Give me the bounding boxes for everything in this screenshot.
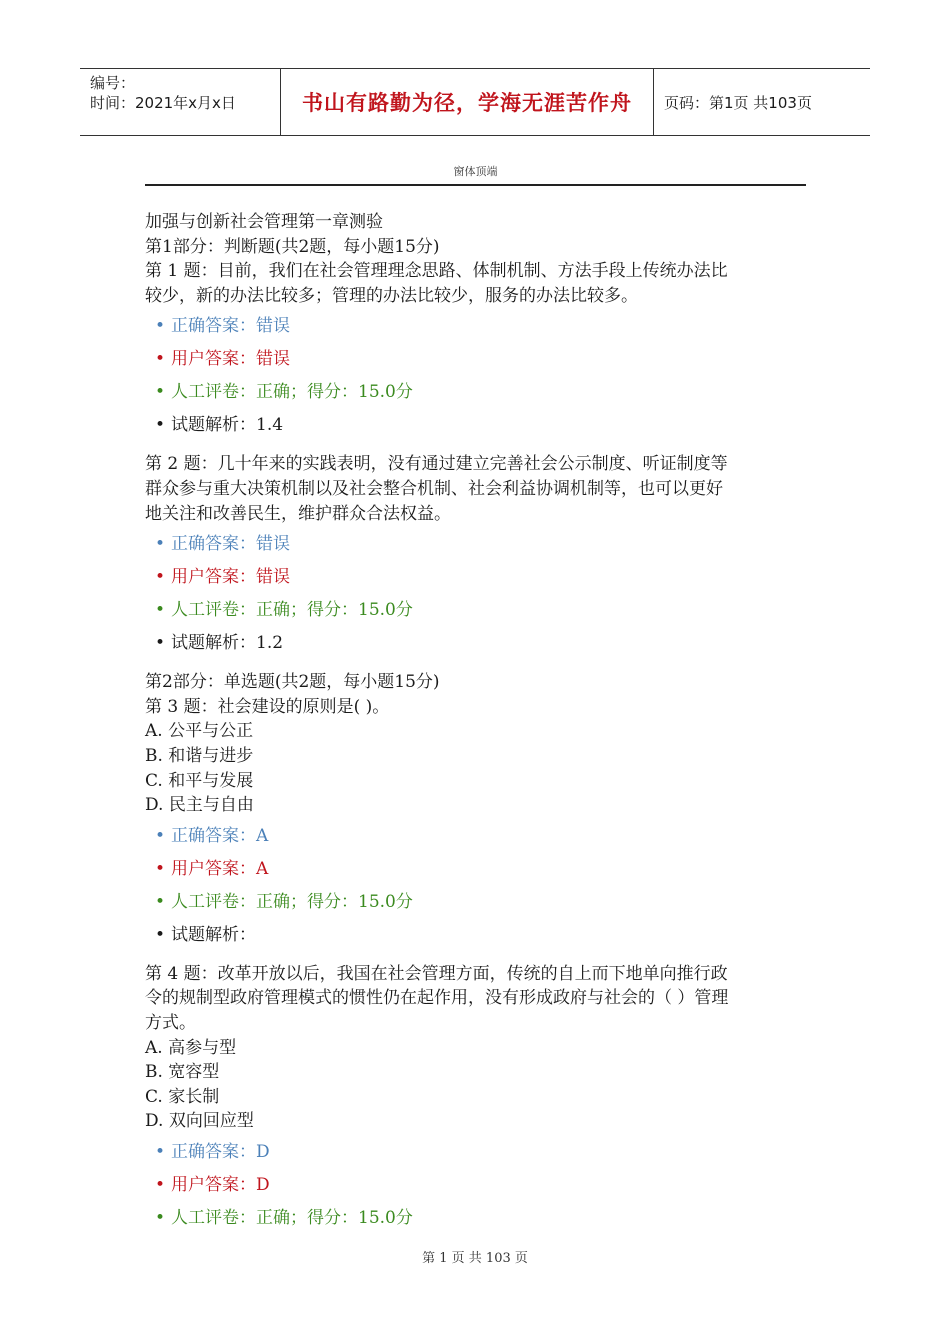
question-text: 群众参与重大决策机制以及社会整合机制、社会利益协调机制等，也可以更好: [145, 478, 723, 499]
question-3: [145, 695, 807, 956]
document-header: [80, 68, 870, 136]
header-meta: [80, 69, 281, 135]
question-text: 地关注和改善民生，维护群众合法权益。: [145, 503, 451, 524]
option-d: D. 双向回应型: [145, 1111, 254, 1132]
user-answer: • 用户答案：错误: [171, 347, 807, 380]
form-top-divider: [145, 184, 806, 186]
option-d: D. 民主与自由: [145, 795, 254, 816]
option-c: C. 家长制: [145, 1086, 220, 1107]
question-text: 方式。: [145, 1012, 196, 1033]
form-top-label: 窗体顶端: [453, 165, 498, 178]
question-1: [145, 259, 807, 446]
number-label: 编号：: [90, 74, 136, 92]
question-text: 第 4 题：改革开放以后，我国在社会管理方面，传统的自上而下地单向推行政: [145, 963, 728, 984]
option-b: B. 宽容型: [145, 1062, 220, 1083]
question-4: [145, 962, 807, 1239]
question-text: 第 1 题：目前，我们在社会管理理念思路、体制机制、方法手段上传统办法比: [145, 261, 728, 282]
analysis: • 试题解析：: [171, 923, 807, 956]
analysis: • 试题解析：1.4: [171, 413, 807, 446]
part2-heading: 第2部分：单选题(共2题，每小题15分): [145, 672, 440, 693]
analysis: • 试题解析：1.2: [171, 631, 807, 664]
review-result: • 人工评卷：正确；得分：15.0分: [171, 598, 807, 631]
answer-list: [145, 1140, 807, 1239]
document-body: [145, 210, 807, 1245]
header-motto: 书山有路勤为径，学海无涯苦作舟: [302, 91, 632, 115]
question-2: [145, 452, 807, 664]
question-text: 较少，新的办法比较多；管理的办法比较少，服务的办法比较多。: [145, 285, 638, 306]
answer-list: [145, 824, 807, 956]
correct-answer: • 正确答案：D: [171, 1140, 807, 1173]
doc-title: 加强与创新社会管理第一章测验: [145, 212, 383, 232]
correct-answer: • 正确答案：A: [171, 824, 807, 857]
option-a: A. 高参与型: [145, 1037, 237, 1058]
option-a: A. 公平与公正: [145, 721, 254, 742]
time-label: 时间：2021年x月x日: [90, 94, 236, 112]
user-answer: • 用户答案：错误: [171, 565, 807, 598]
user-answer: • 用户答案：D: [171, 1173, 807, 1206]
question-text: 第 3 题：社会建设的原则是( )。: [145, 696, 390, 717]
question-text: 第 2 题：几十年来的实践表明，没有通过建立完善社会公示制度、听证制度等: [145, 454, 728, 475]
review-result: • 人工评卷：正确；得分：15.0分: [171, 380, 807, 413]
question-text: 令的规制型政府管理模式的惯性仍在起作用，没有形成政府与社会的（ ）管理: [145, 988, 729, 1009]
page-footer: 第 1 页 共 103 页: [422, 1251, 528, 1266]
header-motto-cell: [281, 69, 654, 135]
option-c: C. 和平与发展: [145, 770, 254, 791]
answer-list: [145, 314, 807, 446]
option-b: B. 和谐与进步: [145, 745, 254, 766]
user-answer: • 用户答案：A: [171, 857, 807, 890]
answer-list: [145, 532, 807, 664]
correct-answer: • 正确答案：错误: [171, 314, 807, 347]
review-result: • 人工评卷：正确；得分：15.0分: [171, 1206, 807, 1239]
correct-answer: • 正确答案：错误: [171, 532, 807, 565]
header-page-info: 页码：第1页 共103页: [664, 93, 812, 112]
review-result: • 人工评卷：正确；得分：15.0分: [171, 890, 807, 923]
part1-heading: 第1部分：判断题(共2题，每小题15分): [145, 236, 440, 257]
